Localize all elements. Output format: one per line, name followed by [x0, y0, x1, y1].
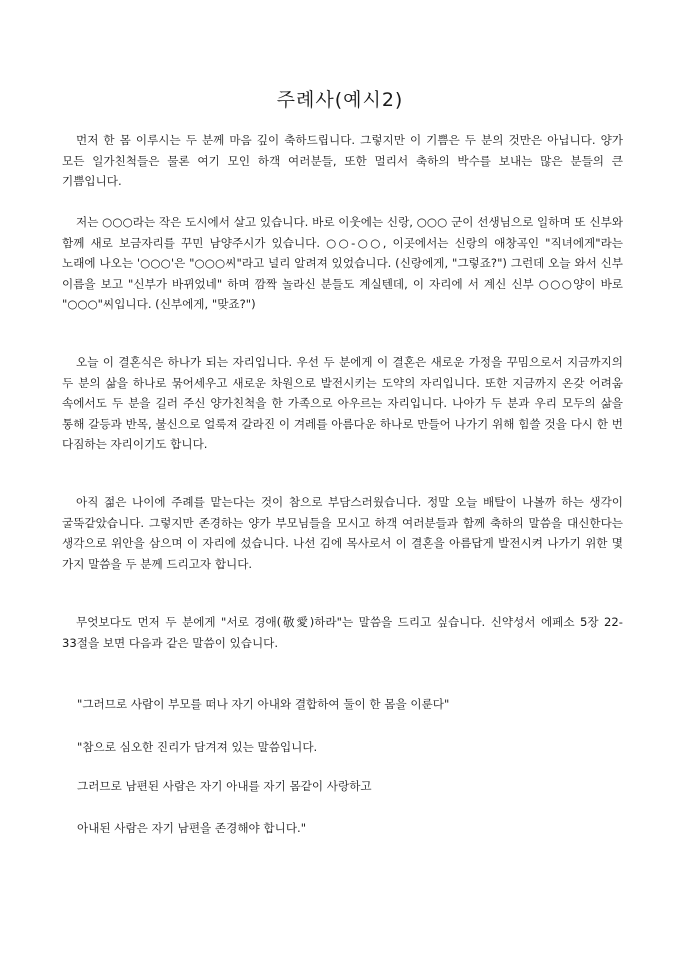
paragraph-officiant-remarks: 아직 젊은 나이에 주례를 맡는다는 것이 참으로 부담스러웠습니다. 정말 오늘 배탈이 나볼까 하는 생각이 굴뚝같았습니다. 그렇지만 존경하는 양가 부모님들을 모시고 하객 여러분들과 함께 축하의 말씀을 대신한다는 생각으로 위안을 삼으며 이 자리에 섰습니다. 나선 김에 목사로서 이 결혼을 아름답게 발전시켜 나가기 위한 몇 가지 말씀을 두 분께 드리고자 합니다. — [62, 495, 623, 571]
paragraph-introduction: 저는 ○○○라는 작은 도시에서 살고 있습니다. 바로 이웃에는 신랑, ○○○ 군이 선생님으로 일하며 또 신부와 함께 새로 보금자리를 꾸민 남양주시가 있습니다. ○○-○○, 이곳에서는 신랑의 애창곡인 "직녀에게"라는 노래에 나오는 '○○○'은 "○○○씨"라고 널리 알려져 있었습니다. (신랑에게, "그렇죠?") 그런데 오늘 와서 신부 이름을 보고 "신부가 바뀌었네" 하며 깜짝 놀라신 분들도 계실텐데, 이 자리에 서 계신 신부 ○○○양이 바로 "○○○"씨입니다. (신부에게, "맞죠?") — [62, 215, 623, 311]
scripture-quote-line: "참으로 심오한 진리가 담겨져 있는 말씀입니다. — [77, 740, 318, 754]
scripture-quote-line: "그러므로 사람이 부모를 떠나 자기 아내와 결합하여 둘이 한 몸을 이룬다" — [77, 697, 450, 711]
paragraph-respect-each-other: 무엇보다도 먼저 두 분에게 "서로 경애(敬愛)하라"는 말씀을 드리고 싶습니다. 신약성서 에페소 5장 22-33절을 보면 다음과 같은 말씀이 있습니다. — [62, 615, 623, 650]
page-title: 주례사(예시2) — [276, 89, 404, 111]
paragraph-becoming-one: 오늘 이 결혼식은 하나가 되는 자리입니다. 우선 두 분에게 이 결혼은 새로운 가정을 꾸밈으로서 지금까지의 두 분의 삶을 하나로 묶어세우고 새로운 차원으로 발전시키는 도약의 자리입니다. 또한 지금까지 온갖 어려움 속에서도 두 분을 길러 주신 양가친척을 한 가족으로 아우르는 자리입니다. 나아가 두 분과 우리 모두의 삶을 통해 갈등과 반목, 불신으로 얼룩져 갈라진 이 겨레를 아름다운 하나로 만들어 나가기 위해 힘쓸 것을 다시 한 번 다짐하는 자리이기도 합니다. — [62, 355, 623, 451]
paragraph-congratulations: 먼저 한 몸 이루시는 두 분께 마음 깊이 축하드립니다. 그렇지만 이 기쁨은 두 분의 것만은 아닙니다. 양가 모든 일가친척들은 물론 여기 모인 하객 여러분들, 또한 멀리서 축하의 박수를 보내는 많은 분들의 큰 기쁨입니다. — [62, 133, 623, 188]
scripture-quote-line: 그러므로 남편된 사람은 자기 아내를 자기 몸같이 사랑하고 — [77, 779, 372, 793]
scripture-quote-line: 아내된 사람은 자기 남편을 존경해야 합니다." — [77, 821, 307, 835]
